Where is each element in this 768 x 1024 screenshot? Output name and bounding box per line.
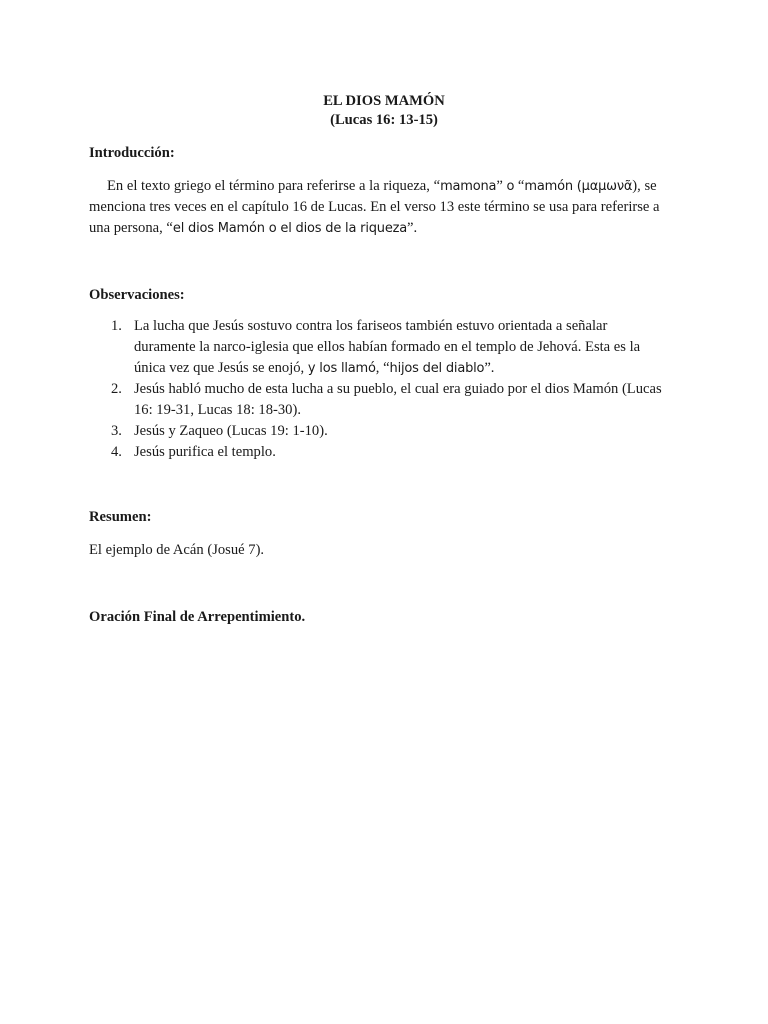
summary-heading: Resumen:: [89, 509, 152, 525]
list-item-line: La lucha que Jesús sostuvo contra los fariseos también estuvo orientada a señalar: [134, 318, 608, 334]
list-item-line: Jesús purifica el templo.: [134, 443, 276, 460]
intro-line-2: menciona tres veces en el capítulo 16 de Lucas. En el verso 13 este término se usa para referirse a: [89, 199, 660, 215]
quote-hijos-del-diablo: hijos del diablo: [389, 360, 485, 376]
list-item: [89, 379, 689, 421]
list-item: [89, 316, 689, 379]
list-item-line: Jesús habló mucho de esta lucha a su pueblo, el cual era guiado por el dios Mamón (Lucas: [134, 381, 662, 398]
list-item-text: y los llamó: [307, 360, 376, 376]
intro-text: “: [514, 178, 525, 194]
intro-line-1: [89, 176, 689, 197]
document-subtitle: (Lucas 16: 13-15): [330, 112, 438, 128]
list-item-number: 2.: [111, 381, 122, 398]
intro-paragraph: [89, 176, 689, 239]
observations-heading: Observaciones:: [89, 287, 185, 303]
intro-text: ”.: [407, 220, 418, 236]
summary-text: El ejemplo de Acán (Josué 7).: [89, 542, 265, 558]
quote-mamon-greek: mamón (μαμωνᾶ: [524, 179, 633, 194]
list-item-number: 4.: [111, 443, 122, 460]
document-title: EL DIOS MAMÓN: [323, 93, 445, 109]
intro-text: una persona, “: [89, 220, 173, 236]
document-title-block: [0, 92, 768, 130]
intro-text: o: [506, 179, 515, 194]
list-item: [89, 442, 689, 463]
observations-list: [89, 316, 689, 463]
list-item-text: , “: [375, 359, 390, 376]
list-item-line: duramente la narco-iglesia que ellos habían formado en el templo de Jehová. Esta es la: [134, 338, 641, 355]
list-item-line: Jesús y Zaqueo (Lucas 19: 1-10).: [134, 422, 328, 439]
quote-dios-mamon: el dios Mamón o el dios de la riqueza: [172, 221, 408, 236]
list-item-text: ”.: [484, 359, 495, 376]
list-item-text: única vez que Jesús se enojó,: [134, 359, 308, 376]
intro-text: En el texto griego el término para referirse a la riqueza, “: [107, 178, 441, 194]
intro-text: ”: [496, 178, 507, 194]
list-item-number: 3.: [111, 422, 122, 439]
closing-heading: Oración Final de Arrepentimiento.: [89, 609, 306, 625]
intro-heading: Introducción:: [89, 145, 175, 161]
intro-line-3: [89, 218, 689, 239]
list-item-number: 1.: [111, 318, 122, 334]
list-item-line: 16: 19-31, Lucas 18: 18-30).: [134, 402, 301, 419]
quote-mamona: mamona: [440, 179, 497, 194]
list-item: [89, 421, 689, 442]
list-item-line: [134, 358, 689, 380]
intro-text: ), se: [632, 178, 657, 194]
